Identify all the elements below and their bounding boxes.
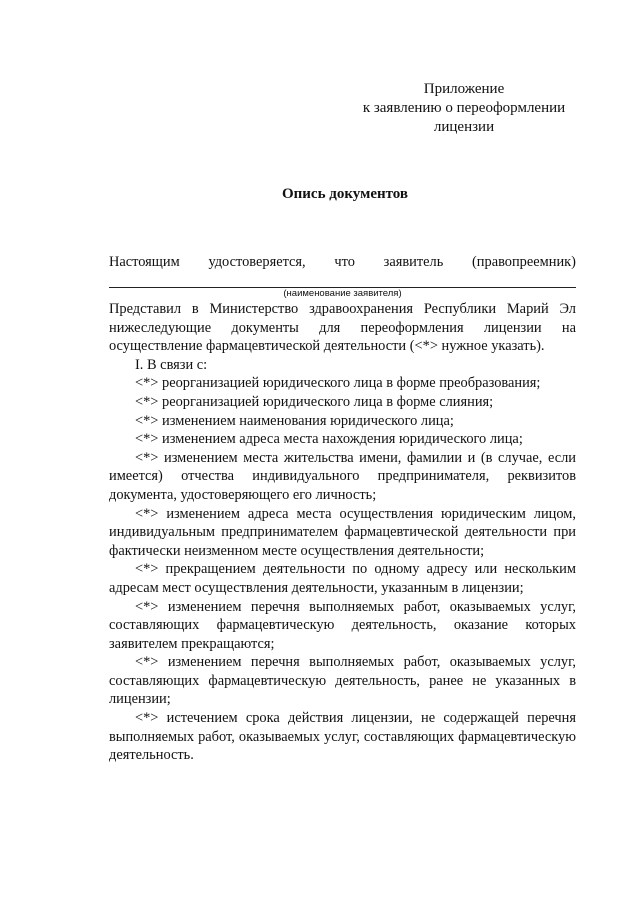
list-item: <*> изменением места жительства имени, фамилии и (в случае, если имеется) отчества индивидуального предпринимателя, реквизитов документа, удостоверяющего его личность; — [109, 449, 576, 503]
intro-word-1: Настоящим — [109, 254, 180, 270]
document-body — [109, 300, 576, 765]
list-item: <*> изменением перечня выполняемых работ, оказываемых услуг, составляющих фармацевтическую деятельность, ранее не указанных в лицензии; — [109, 654, 576, 708]
list-item: <*> истечением срока действия лицензии, не содержащей перечня выполняемых работ, оказываемых услуг, составляющих фармацевтическую деятельность. — [109, 710, 576, 764]
appendix-header — [340, 80, 588, 137]
document-title: Опись документов — [281, 186, 409, 202]
list-item: <*> реорганизацией юридического лица в форме слияния; — [135, 393, 494, 410]
lead-paragraph: Представил в Министерство здравоохранения Республики Марий Эл нижеследующие документы для переоформления лицензии на осуществление фармацевтической деятельности (<*> нужное указать). — [109, 301, 576, 355]
intro-word-5: (правопреемник) — [472, 254, 576, 270]
intro-word-4: заявитель — [383, 254, 444, 270]
appendix-line-3: лицензии — [433, 119, 495, 135]
list-item: <*> реорганизацией юридического лица в форме преобразования; — [135, 375, 541, 392]
list-item: <*> изменением наименования юридического лица; — [135, 412, 454, 429]
appendix-line-1: Приложение — [423, 81, 505, 97]
intro-word-2: удостоверяется, — [208, 254, 306, 270]
section-heading: I. В связи с: — [135, 356, 208, 373]
appendix-line-2: к заявлению о переоформлении — [362, 100, 566, 116]
applicant-caption: (наименование заявителя) — [283, 288, 402, 299]
list-item: <*> изменением адреса места нахождения юридического лица; — [135, 431, 523, 448]
intro-line — [109, 254, 576, 271]
intro-word-3: что — [334, 254, 355, 270]
list-item: <*> изменением перечня выполняемых работ, оказываемых услуг, составляющих фармацевтическую деятельность, оказание которых заявителем прекращаются; — [109, 598, 576, 652]
list-item: <*> прекращением деятельности по одному адресу или нескольким адресам мест осуществления деятельности, указанным в лицензии; — [109, 561, 576, 596]
list-item: <*> изменением адреса места осуществления юридическим лицом, индивидуальным предпринимателем фармацевтической деятельности при фактически неизменном месте осуществления деятельности; — [109, 505, 576, 559]
